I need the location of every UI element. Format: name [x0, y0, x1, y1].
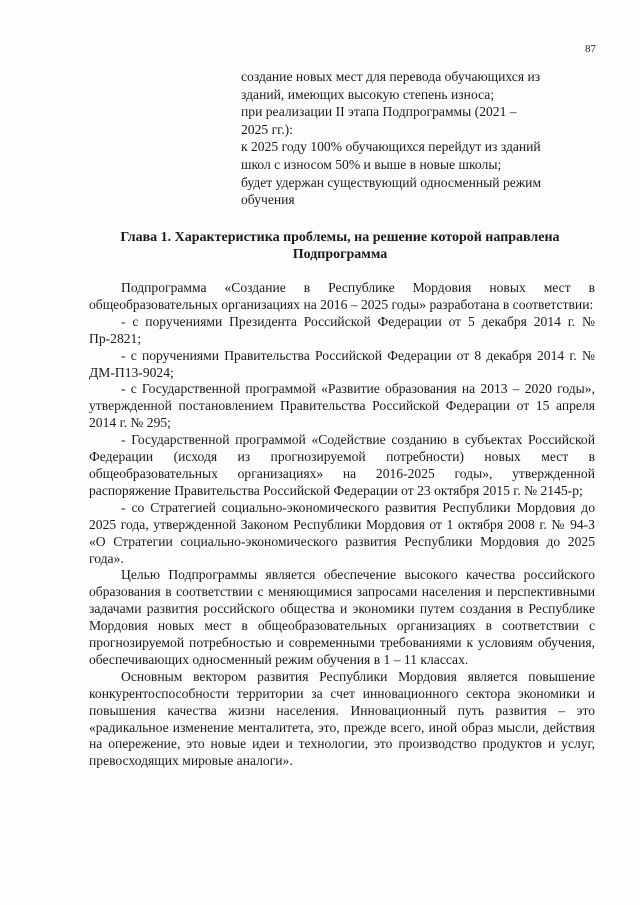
chapter-title-line: Подпрограмма [292, 247, 388, 262]
list-item: - со Стратегией социально-экономического развития Республики Мордовия до 2025 года, утвержденной Законом Республики Мордовия от 1 октября 2008 г. № 94-З «О Стратегии социально-экономического развития Республики Мордовия до 2025 года». [89, 499, 595, 566]
paragraph-goal: Целью Подпрограммы является обеспечение высокого качества российского образования в соответствии с меняющимися запросами населения и перспективными задачами развития российского общества и экономики путем создания в Республике Мордовия новых мест в общеобразовательных организациях в соответствии с прогнозируемой потребностью и современными требованиями к условиям обучения, обеспечивающих односменный режим обучения в 1 – 11 классах. [89, 567, 595, 667]
chapter-title-line: Глава 1. Характеристика проблемы, на решение которой направлена [120, 230, 560, 245]
page-number: 87 [585, 43, 596, 55]
result-line: будет удержан существующий односменный режим [241, 174, 542, 190]
paragraph-intro: Подпрограмма «Создание в Республике Мордовия новых мест в общеобразовательных организациях на 2016 – 2025 годы» разработана в соответствии: [89, 280, 595, 312]
result-line: создание новых мест для перевода обучающихся из [241, 69, 541, 84]
paragraph-vector: Основным вектором развития Республики Мордовия является повышение конкурентоспособности территории за счет инновационного сектора экономики и повышения качества жизни населения. Инновационный путь развития – это «радикальное изменение менталитета, это, прежде всего, иной образ мысли, действия на опережение, это новые идеи и технологии, это производство продуктов и услуг, превосходящих мировые аналоги». [89, 668, 595, 769]
result-line: 2025 гг.): [241, 121, 293, 137]
list-item: - с поручениями Правительства Российской Федерации от 8 декабря 2014 г. № ДМ-П13-9024; [89, 347, 595, 380]
list-item: - с поручениями Президента Российской Федерации от 5 декабря 2014 г. № Пр-2821; [89, 313, 595, 346]
result-line: школ с износом 50% и выше в новые школы; [241, 156, 502, 172]
result-line: обучения [241, 192, 295, 208]
subprogram-results-block [241, 68, 593, 209]
result-line: к 2025 году 100% обучающихся перейдут из зданий [241, 139, 541, 155]
result-line: при реализации II этапа Подпрограммы (2021 – [241, 104, 517, 120]
chapter-body [89, 280, 595, 770]
list-item: - Государственной программой «Содействие созданию в субъектах Российской Федерации (исходя из прогнозируемой потребности) новых мест в общеобразовательных организациях» на 2016-2025 годы», утвержденной распоряжение Правительства Российской Федерации от 23 октября 2015 г. № 2145-р; [89, 432, 595, 498]
list-item: - с Государственной программой «Развитие образования на 2013 – 2020 годы», утвержденной постановлением Правительства Российской Федерации от 15 апреля 2014 г. № 295; [89, 381, 595, 431]
result-line: зданий, имеющих высокую степень износа; [241, 86, 495, 102]
chapter-heading [80, 229, 600, 263]
